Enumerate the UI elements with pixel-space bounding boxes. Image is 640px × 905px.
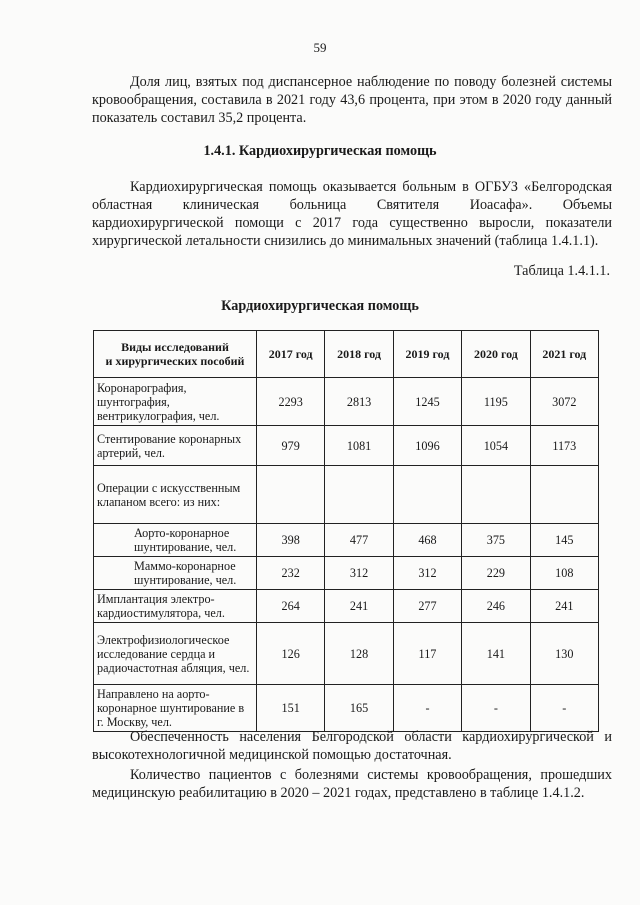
header-procedure-types (94, 331, 257, 378)
closing-paragraph-1: Обеспеченность населения Белгородской области кардиохирургической и высокотехнологичной медицинской помощью достаточная. (92, 729, 612, 763)
cell-value: 312 (325, 557, 393, 590)
cell-value: 241 (530, 590, 598, 623)
cell-value: 2293 (256, 378, 324, 426)
closing-paragraph-2: Количество пациентов с болезнями системы кровообращения, прошедших медицинскую реабилитацию в 2020 – 2021 годах, представлено в таблице 1.4.1.2. (92, 767, 612, 801)
header-line-1: Виды исследований (121, 340, 229, 354)
cell-value: - (462, 685, 530, 732)
section-heading: 1.4.1. Кардиохирургическая помощь (203, 143, 437, 159)
header-year: 2019 год (393, 331, 461, 378)
cell-value: 312 (393, 557, 461, 590)
cell-value: 130 (530, 623, 598, 685)
page-number: 59 (313, 40, 327, 55)
cell-value: 1054 (462, 426, 530, 466)
cell-value: 277 (393, 590, 461, 623)
header-year: 2021 год (530, 331, 598, 378)
header-year: 2020 год (462, 331, 530, 378)
section-paragraph: Кардиохирургическая помощь оказывается больным в ОГБУЗ «Белгородская областная клиническая больница Святителя Иоасафа». Объемы кардиохирургической помощи с 2017 года существенно выросли, показатели хирургической летальности снизились до минимальных значений (таблица 1.4.1.1). (92, 179, 612, 249)
table-row (94, 466, 599, 524)
row-label: Направлено на аорто-коронарное шунтирование в г. Москву, чел. (94, 685, 257, 732)
cell-value: 229 (462, 557, 530, 590)
table-row (94, 590, 599, 623)
cell-value: 145 (530, 524, 598, 557)
table-row (94, 685, 599, 732)
table-row (94, 378, 599, 426)
header-year: 2018 год (325, 331, 393, 378)
row-label: Аорто-коронарное шунтирование, чел. (94, 524, 257, 557)
intro-paragraph: Доля лиц, взятых под диспансерное наблюдение по поводу болезней системы кровообращения, составила в 2021 году 43,6 процента, при этом в 2020 году данный показатель составил 35,2 процента. (92, 74, 612, 126)
cell-value: 151 (256, 685, 324, 732)
table-title: Кардиохирургическая помощь (221, 298, 419, 314)
cell-value: 1245 (393, 378, 461, 426)
cell-value (325, 466, 393, 524)
cardiosurgery-table (93, 330, 599, 732)
cell-value: 126 (256, 623, 324, 685)
cell-value: 1096 (393, 426, 461, 466)
row-label: Операции с искусственным клапаном всего: из них: (94, 466, 257, 524)
cell-value: - (393, 685, 461, 732)
header-year: 2017 год (256, 331, 324, 378)
cell-value: - (530, 685, 598, 732)
table-header-row (94, 331, 599, 378)
row-label: Коронарография, шунтография, вентрикулография, чел. (94, 378, 257, 426)
cell-value: 979 (256, 426, 324, 466)
cell-value (462, 466, 530, 524)
cell-value: 241 (325, 590, 393, 623)
cell-value: 398 (256, 524, 324, 557)
row-label: Имплантация электро-кардиостимулятора, чел. (94, 590, 257, 623)
header-line-2: и хирургических пособий (105, 354, 245, 368)
row-label: Электрофизиологическое исследование сердца и радиочастотная абляция, чел. (94, 623, 257, 685)
cell-value: 468 (393, 524, 461, 557)
cell-value: 165 (325, 685, 393, 732)
cell-value: 117 (393, 623, 461, 685)
cell-value (256, 466, 324, 524)
cell-value: 375 (462, 524, 530, 557)
cell-value (530, 466, 598, 524)
cell-value: 477 (325, 524, 393, 557)
table-row (94, 557, 599, 590)
cell-value: 128 (325, 623, 393, 685)
cell-value: 1173 (530, 426, 598, 466)
cell-value: 246 (462, 590, 530, 623)
table-row (94, 426, 599, 466)
cell-value: 232 (256, 557, 324, 590)
cell-value: 108 (530, 557, 598, 590)
row-label: Стентирование коронарных артерий, чел. (94, 426, 257, 466)
table-row (94, 623, 599, 685)
cell-value: 2813 (325, 378, 393, 426)
table-caption: Таблица 1.4.1.1. (513, 263, 610, 279)
cell-value: 3072 (530, 378, 598, 426)
cell-value: 1081 (325, 426, 393, 466)
cell-value: 141 (462, 623, 530, 685)
row-label: Маммо-коронарное шунтирование, чел. (94, 557, 257, 590)
cell-value: 264 (256, 590, 324, 623)
cell-value: 1195 (462, 378, 530, 426)
table-row (94, 524, 599, 557)
cell-value (393, 466, 461, 524)
